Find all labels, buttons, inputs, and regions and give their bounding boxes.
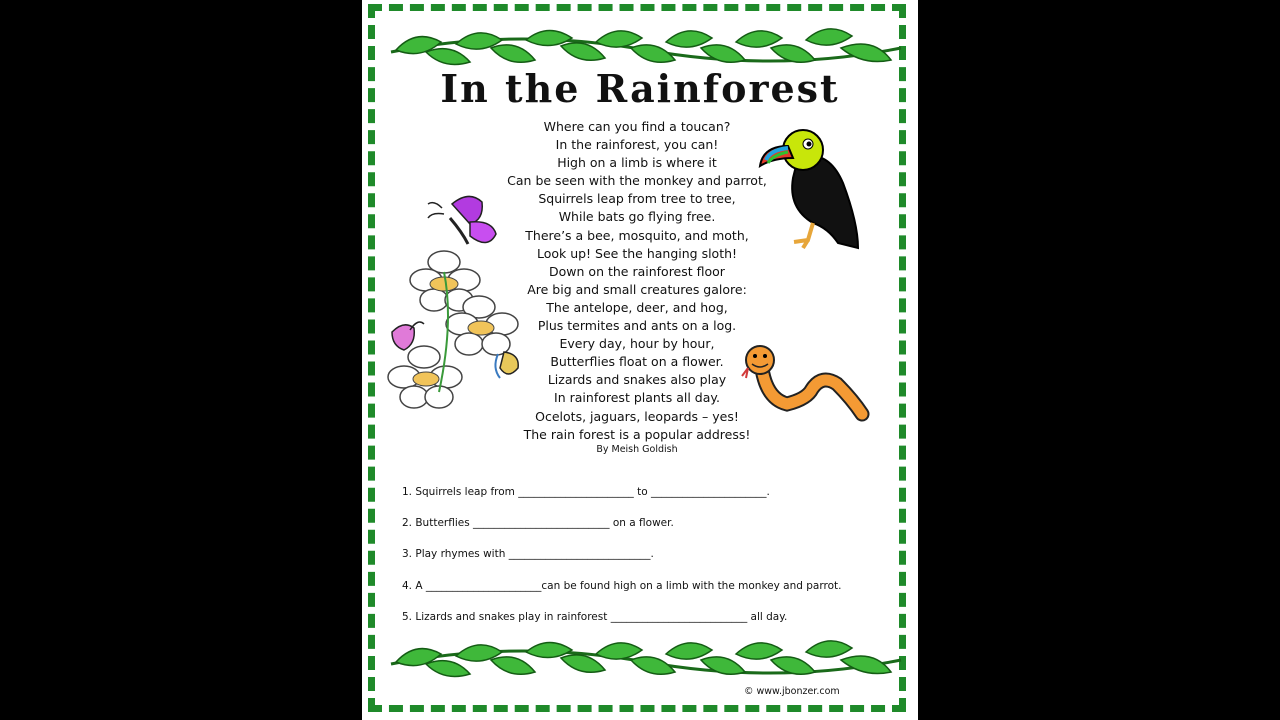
poem-line: Can be seen with the monkey and parrot, [507,173,767,189]
question-3: 3. Play rhymes with ___________________________. [402,548,654,561]
poem-line: Are big and small creatures galore: [527,281,747,297]
poem-line: Ocelots, jaguars, leopards – yes! [535,408,739,424]
question-4: 4. A ______________________can be found high on a limb with the monkey and parrot. [402,579,842,592]
copyright-footer: © www.jbonzer.com [744,686,840,697]
question-list [402,486,882,642]
question-5: 5. Lizards and snakes play in rainforest __________________________ all day. [402,610,788,623]
poem-line: In the rainforest, you can! [555,137,719,153]
poem-byline: By Meish Goldish [596,444,678,455]
poem-line: The antelope, deer, and hog, [546,299,728,315]
poem-line: Lizards and snakes also play [547,372,727,388]
worksheet-page [362,0,918,720]
leaf-vine-bottom-icon [386,634,906,686]
poem-line: In rainforest plants all day. [554,390,720,406]
poem-line: High on a limb is where it [557,155,717,171]
question-2: 2. Butterflies __________________________ on a flower. [402,517,674,530]
flowers-butterflies-icon [384,192,534,422]
toucan-icon [758,128,868,253]
worksheet-title: In the Rainforest [440,66,840,111]
poem-line: Look up! See the hanging sloth! [536,245,738,261]
poem-line: Every day, hour by hour, [559,336,715,352]
poem-line: Plus termites and ants on a log. [537,318,737,334]
poem-line: The rain forest is a popular address! [523,426,751,442]
poem-line: Down on the rainforest floor [549,263,725,279]
question-1: 1. Squirrels leap from ______________________ to ______________________. [402,486,770,498]
butterfly-icon [428,196,496,244]
poem-line: Butterflies float on a flower. [550,354,724,370]
poem-line: While bats go flying free. [558,209,716,225]
poem [492,118,782,444]
poem-line: Squirrels leap from tree to tree, [538,191,736,207]
poem-line: There’s a bee, mosquito, and moth, [525,227,749,243]
poem-line: Where can you find a toucan? [543,119,731,134]
snake-icon [742,344,872,429]
